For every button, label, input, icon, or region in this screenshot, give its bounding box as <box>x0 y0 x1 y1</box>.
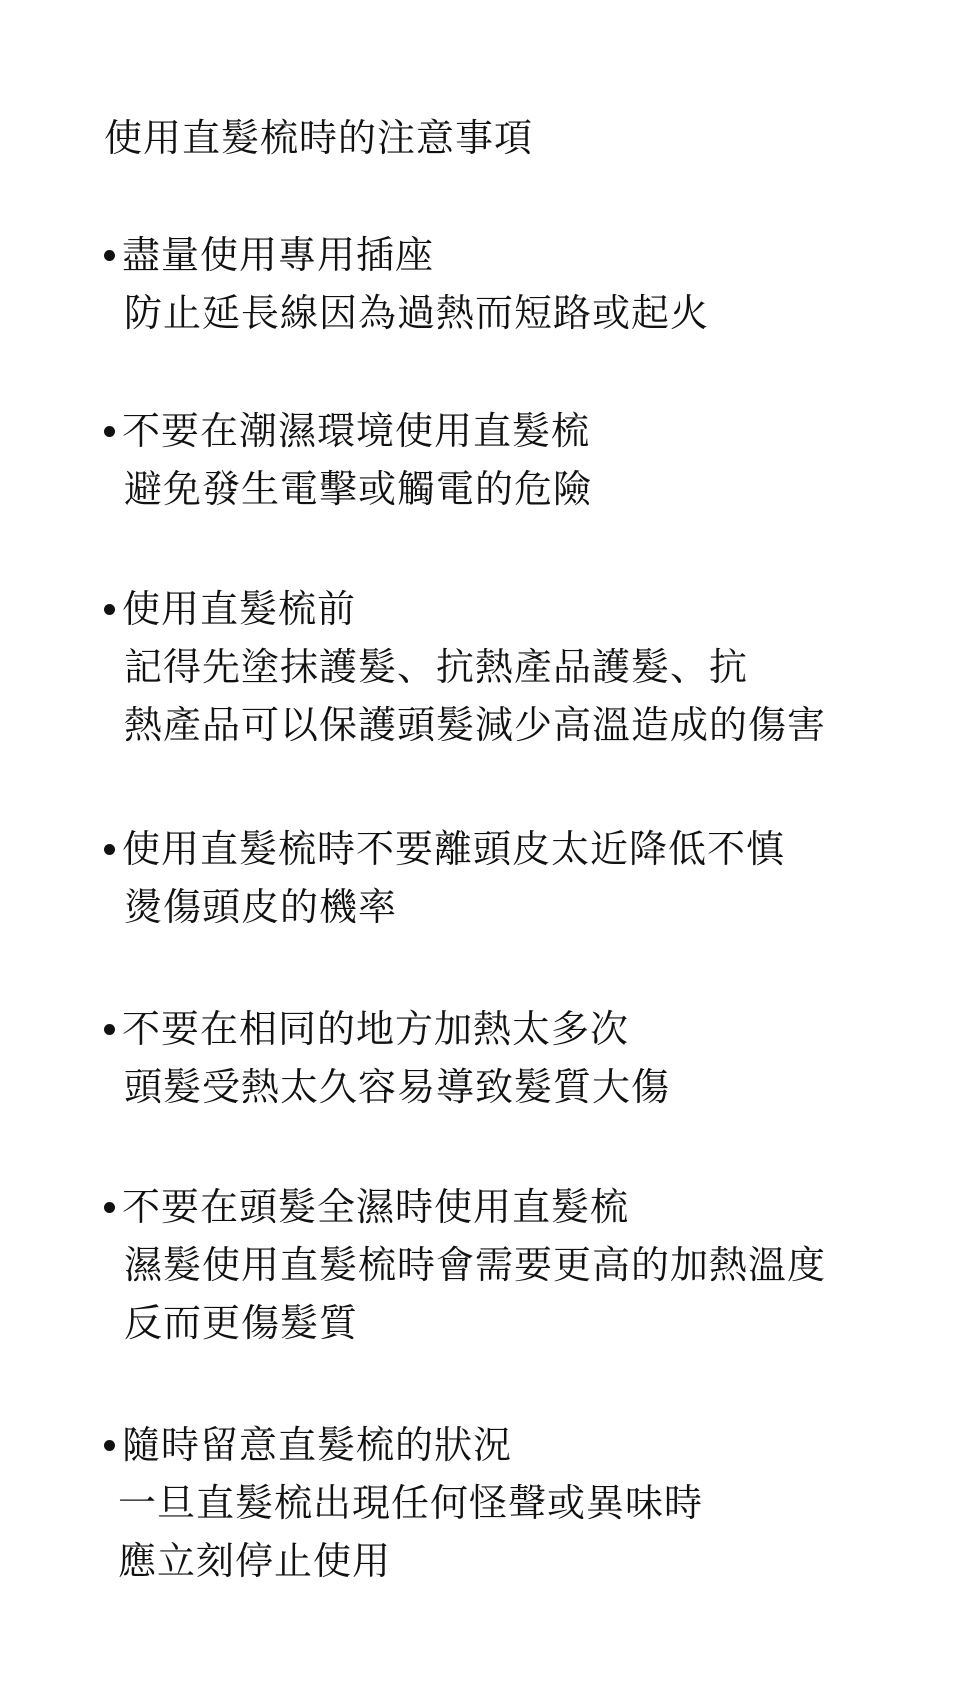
tip-heading-row <box>104 1178 924 1236</box>
tip-detail: 熱產品可以保護頭髮減少高溫造成的傷害 <box>124 703 827 747</box>
tip-detail: 一旦直髮梳出現任何怪聲或異味時 <box>118 1481 704 1525</box>
bullet-icon <box>104 426 115 437</box>
tip-section-7 <box>104 1416 924 1590</box>
tip-detail: 應立刻停止使用 <box>118 1539 392 1583</box>
tip-detail: 防止延長線因為過熱而短路或起火 <box>124 291 710 335</box>
tip-heading-row <box>104 580 924 638</box>
tip-detail: 反而更傷髮質 <box>124 1301 359 1345</box>
tip-heading-row <box>104 402 924 460</box>
tip-section-1 <box>104 226 924 342</box>
tip-detail: 記得先塗抹護髮、抗熱產品護髮、抗 <box>124 645 749 689</box>
tip-detail: 濕髮使用直髮梳時會需要更高的加熱溫度 <box>124 1243 827 1287</box>
tip-section-2 <box>104 402 924 518</box>
tip-heading-row <box>104 1416 924 1474</box>
bullet-icon <box>104 1024 115 1035</box>
tip-detail: 燙傷頭皮的機率 <box>124 885 398 929</box>
tip-heading-row <box>104 820 924 878</box>
tip-heading: 不要在相同的地方加熱太多次 <box>122 1007 630 1051</box>
bullet-icon <box>104 250 115 261</box>
tip-heading-row <box>104 226 924 284</box>
bullet-icon <box>104 1202 115 1213</box>
page-title: 使用直髮梳時的注意事項 <box>104 116 534 160</box>
bullet-icon <box>104 844 115 855</box>
tip-heading: 使用直髮梳時不要離頭皮太近降低不慎 <box>122 827 786 871</box>
tip-heading: 不要在潮濕環境使用直髮梳 <box>122 409 591 453</box>
tip-heading: 盡量使用專用插座 <box>122 233 435 277</box>
bullet-icon <box>104 604 115 615</box>
tip-heading-row <box>104 1000 924 1058</box>
tip-section-6 <box>104 1178 924 1352</box>
tip-section-3 <box>104 580 924 754</box>
tip-heading: 隨時留意直髮梳的狀況 <box>122 1423 513 1467</box>
tip-detail: 避免發生電擊或觸電的危險 <box>124 467 593 511</box>
tip-heading: 不要在頭髮全濕時使用直髮梳 <box>122 1185 630 1229</box>
bullet-icon <box>104 1440 115 1451</box>
tip-heading: 使用直髮梳前 <box>122 587 357 631</box>
tip-section-5 <box>104 1000 924 1116</box>
tip-detail: 頭髮受熱太久容易導致髮質大傷 <box>124 1065 671 1109</box>
tip-section-4 <box>104 820 924 936</box>
